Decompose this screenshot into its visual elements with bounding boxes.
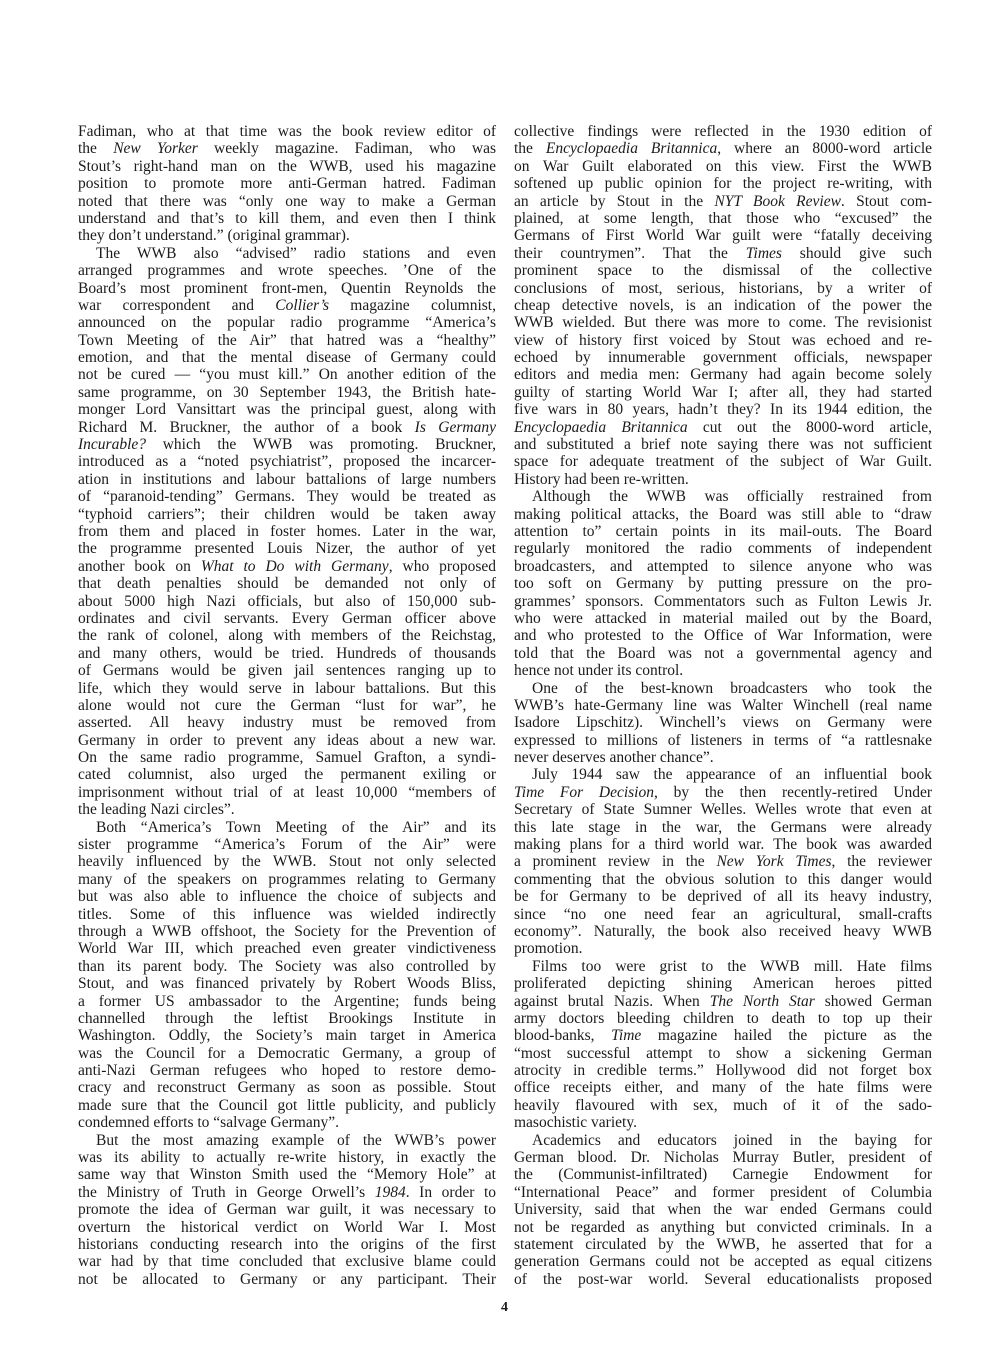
text-line: editors and media men: Germany had again become solely (514, 366, 932, 384)
text-line: promotion. (514, 940, 583, 958)
text-line: the rank of colonel, along with members of the Reichstag, (78, 627, 496, 645)
text-line: of Germans would be given jail sentences ranging up to (78, 662, 496, 680)
text-line: generation Germans could not be accepted as equal citizens (514, 1253, 932, 1271)
text-line: Secretary of State Sumner Welles. Welles wrote that even at (514, 801, 932, 819)
text-line: making political attacks, the Board was still able to “draw (514, 505, 932, 523)
paragraph (514, 488, 932, 679)
text-line: emotion, and that the mental disease of Germany could (78, 349, 496, 367)
text-line: this late stage in the war, the Germans were already (514, 818, 932, 836)
left-column (78, 123, 496, 1288)
text-line: space for adequate treatment of the subject of War Guilt. (514, 453, 932, 471)
text-line: office receipts either, and many of the hate films were (514, 1079, 932, 1097)
text-line: than its parent body. The Society was also controlled by (78, 957, 496, 975)
text-line: same way that Winston Smith used the “Memory Hole” at (78, 1166, 496, 1184)
text-line: was the Council for a Democratic Germany, a group of (78, 1044, 496, 1062)
text-line: Board’s most prominent front-men, Quentin Reynolds the (78, 279, 496, 297)
italic-title: New York Times (716, 853, 832, 871)
text-line: of “paranoid-tending” Germans. They would be treated as (78, 488, 496, 506)
text-line: hence not under its control. (514, 662, 684, 680)
text-line: war correspondent and Collier’s magazine columnist, (78, 296, 496, 314)
text-line: heavily flavoured with sex, much of it of the sado- (514, 1096, 932, 1114)
italic-title: Encyclopaedia Britannica (514, 418, 688, 436)
text-line: five wars in 80 years, hadn’t they? In its 1944 edition, the (514, 401, 932, 419)
text-line: anti-Nazi German refugees who hoped to restore demo- (78, 1062, 496, 1080)
text-line: made sure that the Council got little publicity, and publicly (78, 1096, 496, 1114)
text-line: German blood. Dr. Nicholas Murray Butler, president of (514, 1149, 932, 1167)
text-line: proliferated depicting shining American heroes pitted (514, 975, 932, 993)
text-line: through a WWB offshoot, the Society for the Prevention of (78, 922, 496, 940)
text-line: blood-banks, Time magazine hailed the picture as the (514, 1027, 932, 1045)
text-line: not be allocated to Germany or any participant. Their (78, 1270, 496, 1288)
text-line: the Ministry of Truth in George Orwell’s 1984. In order to (78, 1183, 497, 1201)
text-line: softened up public opinion for the project re-writing, with (514, 175, 932, 193)
text-line: be for Germany to be deprived of all its heavy industry, (514, 888, 932, 906)
text-line: announced on the popular radio programme “America’s (78, 314, 496, 332)
text-line: but was also able to influence the choice of subjects and (78, 888, 496, 906)
text-line: atrocity in credible terms.” Hollywood did not forget box (514, 1062, 932, 1080)
text-line: the leading Nazi circles”. (78, 801, 235, 819)
text-line: cheap detective novels, is an indication of the power the (514, 296, 932, 314)
text-line: Washington. Oddly, the Society’s main target in America (78, 1027, 496, 1045)
text-line: ordinates and civil servants. Every German officer above (78, 609, 496, 627)
text-line: view of history first voiced by Stout was echoed and re- (514, 331, 932, 349)
text-line: of the post-war world. Several educationalists proposed (514, 1270, 932, 1288)
text-line: overturn the historical verdict on World War I. Most (78, 1218, 496, 1236)
text-line: Town Meeting of the Air” that hatred was a “healthy” (78, 331, 496, 349)
text-line: attention to” certain points in its mail-outs. The Board (514, 522, 932, 540)
text-line: too soft on Germany by putting pressure on the pro- (514, 575, 932, 593)
text-line: WWB’s hate-Germany line was Walter Winchell (real name (514, 696, 932, 714)
text-line: their countrymen”. That the Times should give such (514, 244, 932, 262)
text-line: Germans of First World War guilt were “fatally deceiving (514, 227, 932, 245)
paragraph (514, 680, 932, 767)
italic-title: Collier’s (275, 296, 329, 314)
paragraph (514, 766, 932, 957)
text-line: and who protested to the Office of War Information, were (514, 627, 932, 645)
text-line: introduced as a “noted psychiatrist”, proposed the incarcer- (78, 453, 496, 471)
text-line: who were attacked in material mailed out by the Board, (514, 609, 932, 627)
text-line: condemned efforts to “salvage Germany”. (78, 1114, 339, 1132)
paragraph (514, 958, 932, 1132)
paragraph (78, 1132, 496, 1289)
text-line: since “no one need fear an agricultural, small-crafts (514, 905, 932, 923)
right-column (514, 123, 932, 1288)
text-line: monger Lord Vansittart was the principal guest, along with (78, 401, 496, 419)
text-line: expressed to millions of listeners in terms of “a rattlesnake (514, 731, 932, 749)
text-line: WWB wielded. But there was more to come. The revisionist (514, 314, 932, 332)
text-line: Fadiman, who at that time was the book review editor of (78, 123, 496, 140)
text-line: commenting that the obvious solution to this danger would (514, 870, 932, 888)
text-line: imprisonment without trial of at least 10,000 “members of (78, 783, 496, 801)
text-line: Germany in order to prevent any ideas about a new war. (78, 731, 496, 749)
paragraph (78, 123, 496, 245)
text-line: History had been re-written. (514, 470, 689, 488)
text-line: But the most amazing example of the WWB’s power (96, 1131, 496, 1149)
italic-title: What to Do with Germany (200, 557, 389, 575)
text-line: historians conducting research into the origins of the first (78, 1236, 496, 1253)
text-line: told that the Board was not a governmental agency and (514, 644, 932, 662)
text-line: was its ability to actually re-write history, in exactly the (78, 1149, 496, 1167)
text-line: making plans for a third world war. The book was awarded (514, 836, 932, 854)
italic-title: Times (745, 244, 782, 262)
text-line: statement circulated by the WWB, he asserted that for a (514, 1236, 932, 1253)
text-line: July 1944 saw the appearance of an influential book (532, 766, 932, 784)
text-line: a former US ambassador to the Argentine; funds being (78, 992, 496, 1010)
text-line: against brutal Nazis. When The North Star showed German (514, 992, 932, 1010)
text-line: Isadore Lipschitz). Winchell’s views on Germany were (514, 714, 932, 732)
text-line: channelled through the leftist Brookings Institute in (78, 1009, 496, 1027)
text-line: The WWB also “advised” radio stations and even (96, 244, 496, 262)
text-line: about 5000 high Nazi officials, but also of 150,000 sub- (78, 592, 496, 610)
text-line: guilty of starting World War I; after all, they had started (514, 383, 932, 401)
text-line: One of the best-known broadcasters who took the (532, 679, 932, 697)
text-line: and many others, would be tried. Hundreds of thousands (78, 644, 496, 662)
text-line: the New Yorker weekly magazine. Fadiman, who was (78, 140, 497, 158)
text-line: Films too were grist to the WWB mill. Hate films (532, 957, 932, 975)
text-line: “typhoid carriers”; their children would be taken away (78, 505, 496, 523)
text-line: the programme presented Louis Nizer, the author of yet (78, 540, 496, 558)
page-number: 4 (501, 1300, 508, 1315)
text-line: position to promote more anti-German hatred. Fadiman (78, 175, 496, 193)
text-line: Stout, and was financed privately by Robert Woods Bliss, (78, 975, 496, 993)
text-line: never deserves another chance”. (514, 749, 714, 767)
italic-title: Time (611, 1027, 642, 1045)
text-line: Time For Decision, by the then recently-retired Under (514, 783, 932, 801)
italic-title: Incurable? (78, 436, 147, 454)
text-line: economy”. Naturally, the book also received heavy WWB (514, 922, 932, 940)
paragraph (78, 819, 496, 1132)
text-line: arranged programmes and wrote speeches. ’One of the (78, 262, 496, 280)
text-line: an article by Stout in the NYT Book Review. Stout com- (514, 192, 932, 210)
text-line: World War III, which preached even greater vindictiveness (78, 940, 496, 958)
text-line: Although the WWB was officially restrained from (532, 488, 932, 506)
text-line: not be cured — “you must kill.” On another edition of the (78, 366, 496, 384)
italic-title: NYT Book Review (714, 192, 841, 210)
text-line: Stout’s right-hand man on the WWB, used his magazine (78, 157, 496, 175)
text-line: grammes’ sponsors. Commentators such as Fulton Lewis Jr. (514, 592, 932, 610)
italic-title: New Yorker (113, 140, 198, 158)
text-line: regularly monitored the radio comments of independent (514, 540, 932, 558)
text-line: “International Peace” and former president of Columbia (514, 1183, 932, 1201)
text-line: they don’t understand.” (original grammar). (78, 227, 350, 245)
italic-title: Time For Decision (514, 783, 654, 801)
text-line: Both “America’s Town Meeting of the Air” and its (96, 818, 496, 836)
text-line: plained, at some length, that those who “excused” the (514, 209, 932, 227)
italic-title: Is Germany (414, 418, 496, 436)
text-line: life, which they would serve in labour battalions. But this (78, 679, 496, 697)
text-line: ation in institutions and labour battalions of large numbers (78, 470, 496, 488)
text-line: a prominent review in the New York Times, the reviewer (514, 853, 932, 871)
text-line: army doctors bleeding children to death to top up their (514, 1009, 932, 1027)
text-line: cracy and reconstruct Germany as soon as possible. Stout (78, 1079, 496, 1097)
text-line: the Encyclopaedia Britannica, where an 8000-word article (514, 140, 933, 158)
text-line: Academics and educators joined in the baying for (532, 1131, 932, 1149)
text-line: titles. Some of this influence was wielded indirectly (78, 905, 496, 923)
text-line: Richard M. Bruckner, the author of a book Is Germany (78, 418, 496, 436)
text-line: cated columnist, also urged the permanent exiling or (78, 766, 496, 784)
text-line: Incurable? which the WWB was promoting. Bruckner, (78, 436, 496, 454)
paragraph (514, 1132, 932, 1289)
paragraph (78, 245, 496, 819)
text-line: not be regarded as anything but convicted criminals. In a (514, 1218, 932, 1236)
text-line: understand and that’s to kill them, and even then I think (78, 209, 496, 227)
text-line: On the same radio programme, Samuel Grafton, a syndi- (78, 749, 496, 767)
italic-title: The North Star (709, 992, 815, 1010)
text-line: sister programme “America’s Forum of the Air” were (78, 836, 496, 854)
text-line: collective findings were reflected in the 1930 edition of (514, 123, 932, 140)
italic-title: Encyclopaedia Britannica (545, 140, 718, 158)
text-line: asserted. All heavy industry must be removed from (78, 714, 496, 732)
text-line: masochistic variety. (514, 1114, 637, 1132)
text-line: same programme, on 30 September 1943, the British hate- (78, 383, 496, 401)
text-line: alone would not cure the German “lust for war”, he (78, 696, 496, 714)
text-line: Encyclopaedia Britannica cut out the 8000-word article, (514, 418, 932, 436)
text-line: promote the idea of German war guilt, it was necessary to (78, 1201, 496, 1219)
text-line: on War Guilt elaborated on this view. First the WWB (514, 157, 932, 175)
text-line: echoed by innumerable government officials, newspaper (514, 349, 932, 367)
text-line: from them and placed in foster homes. Later in the war, (78, 522, 496, 540)
text-line: broadcasters, and attempted to silence anyone who was (514, 557, 932, 575)
text-line: prominent space to the dismissal of the collective (514, 262, 932, 280)
text-line: heavily influenced by the WWB. Stout not only selected (78, 853, 496, 871)
text-line: that death penalties should be demanded not only of (78, 575, 496, 593)
text-line: war had by that time concluded that exclusive blame could (78, 1253, 496, 1271)
text-line: and substituted a brief note saying there was not sufficient (514, 436, 932, 454)
text-line: conclusions of most, serious, historians, by a writer of (514, 279, 932, 297)
text-line: many of the speakers on programmes relating to Germany (78, 870, 496, 888)
italic-title: 1984 (374, 1183, 406, 1201)
text-line: noted that there was “only one way to make a German (78, 192, 496, 210)
paragraph (514, 123, 932, 488)
text-line: University, said that when the war ended Germans could (514, 1201, 932, 1219)
text-line: another book on What to Do with Germany, who proposed (78, 557, 496, 575)
text-line: “most successful attempt to show a sickening German (514, 1044, 932, 1062)
text-line: the (Communist-infiltrated) Carnegie Endowment for (514, 1166, 932, 1184)
